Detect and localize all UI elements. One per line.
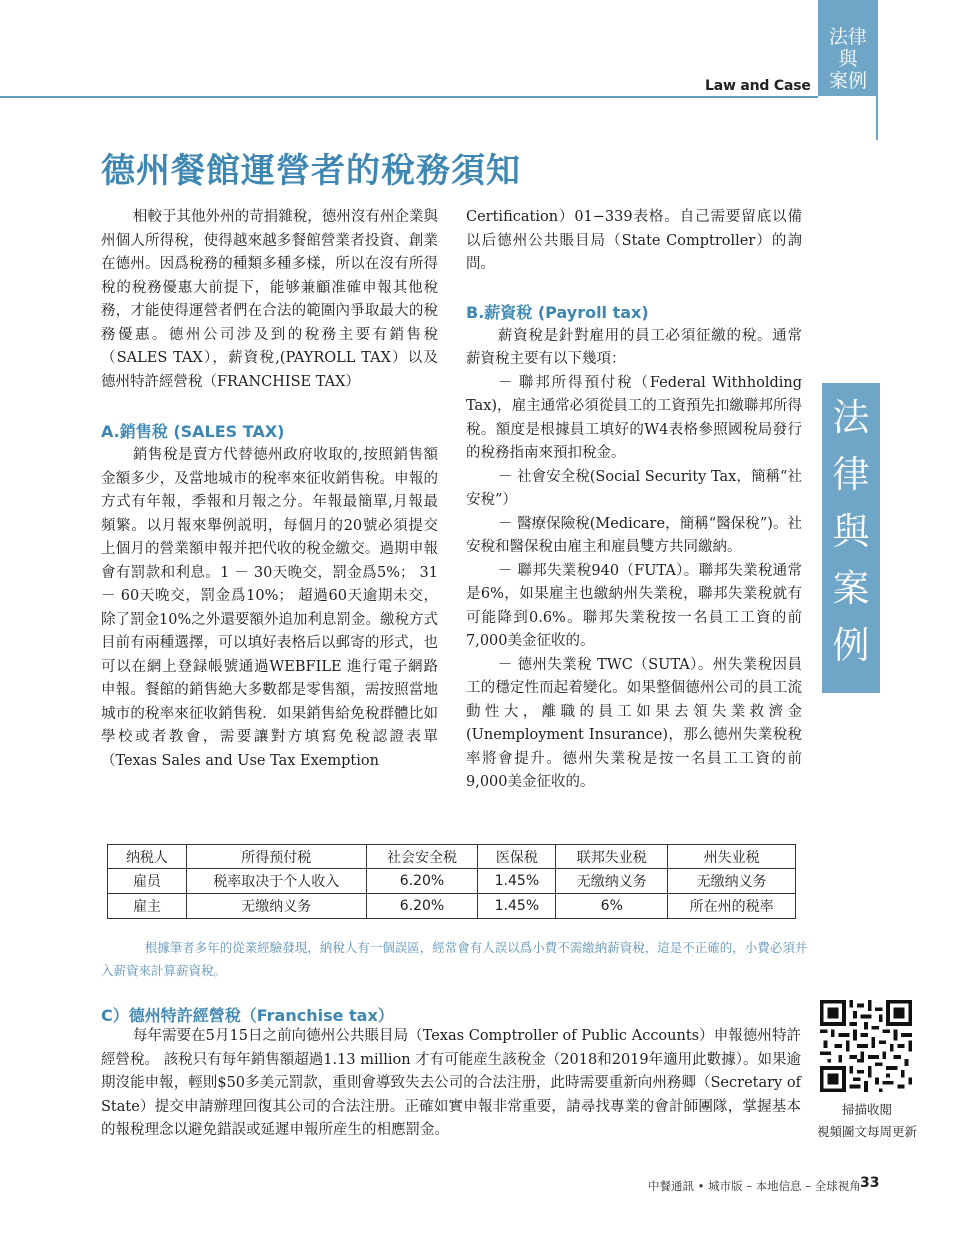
payroll-tax-table [107,844,796,919]
qr-subcaption: 視頻圖文每周更新 [816,1124,917,1139]
table-cell: 雇主 [108,894,187,919]
table-cell: 雇员 [108,869,187,894]
section-c-heading: C）德州特許經營稅（Franchise tax） [101,1006,394,1025]
side-band-char: 律 [832,453,870,496]
table-header-cell: 纳税人 [108,845,187,869]
table-cell: 6.20% [366,894,478,919]
list-item: － 社會安全稅(Social Security Tax，簡稱“社安稅”） [466,468,802,508]
list-item: － 聯邦所得預付稅（Federal Withholding Tax)，雇主通常必須從員工的工資預先扣繳聯邦所得稅。額度是根據員工填好的W4表格參照國稅局發行的稅務指南來預扣稅金。 [466,374,802,461]
section-a-paragraph: 銷售稅是賣方代替德州政府收取的,按照銷售額金額多少，及當地城市的稅率來征收銷售稅。申報的方式有年報，季報和月報之分。年報最簡單,月報最頻繁。以月報來舉例説明，每個月的20號必須提交上個月的營業額申報并把代收的稅金繳交。過期申報會有罰款和利息。1 － 30天晚交，罰金爲5%； 31 － 60天晚交，罰金爲10%； 超過60天逾期未交，除了罰金10%之外還要額外追加利息罰金。繳稅方式目前有兩種選擇，可以填好表格后以郵寄的形式，也可以在網上登録帳號通過WEBFILE 進行電子網路申報。餐館的銷售絶大多數都是零售額，需按照當地城市的稅率來征收銷售稅．如果銷售給免稅群體比如學校或者教會，需要讓對方填寫免稅認證表單（Texas Sales and Use Tax Exemption [101,447,438,769]
table-cell: 无缴纳义务 [556,869,668,894]
intro-paragraph: 相較于其他外州的苛捐雜稅，德州沒有州企業與州個人所得稅，使得越來越多餐館營業者投資、創業在德州。因爲稅務的種類多種多樣，所以在沒有所得稅的稅務優惠大前提下，能够兼顧准確申報其他稅務，才能使得運營者們在合法的範圍內爭取最大的稅務優惠。德州公司涉及到的稅務主要有銷售稅（SALES TAX），薪資稅,(PAYROLL TAX）以及德州特許經營稅（FRANCHISE TAX） [101,209,438,390]
table-cell: 1.45% [478,894,556,919]
list-item: － 德州失業稅 TWC（SUTA）。州失業稅因員工的穩定性而起着變化。如果整個德州公司的員工流動性大，離職的員工如果去領失業救濟金(Unemployment Insurance)，那么德州失業稅稅率將會提升。德州失業稅是按一名員工工資的前9,000美金征收的。 [466,656,802,790]
table-row [108,869,796,894]
section-b-heading: B.薪資稅 (Payroll tax) [466,302,649,322]
tip-note-text: 根據筆者多年的從業經驗發現，納稅人有一個誤區，經常會有人誤以爲小費不需繳納薪資稅，這是不正確的，小費必須并入薪資來計算薪資稅。 [101,940,808,978]
table-cell: 6.20% [366,869,478,894]
left-column [101,206,438,773]
header-rule [0,96,818,98]
article-title: 德州餐館運營者的稅務須知 [101,151,521,191]
table-header-cell: 联邦失业税 [556,845,668,869]
side-band-char: 案 [832,567,870,610]
section-tab-line-3: 案例 [828,70,867,92]
table-cell: 税率取决于个人收入 [186,869,366,894]
footer-publication: 中餐通訊 • 城市版 – 本地信息 – 全球視角 [648,1179,861,1193]
section-label: Law and Case [705,78,811,94]
side-band-char: 法 [832,396,870,439]
side-category-band [822,383,880,693]
qr-code-icon[interactable] [820,1000,912,1092]
list-item: － 醫療保險稅(Medicare，簡稱“醫保稅”)。社安稅和醫保稅由雇主和雇員雙方共同繳納。 [466,515,802,555]
page-number: 33 [860,1175,880,1191]
list-item: － 聯邦失業稅940（FUTA）。聯邦失業稅通常是6%，如果雇主也繳納州失業稅，聯邦失業稅就有可能降到0.6%。聯邦失業稅按一名員工工資的前7,000美金征收的。 [466,562,802,649]
qr-caption: 掃描收閲 [841,1102,892,1117]
table-cell: 所在州的税率 [668,894,796,919]
right-column [466,206,802,795]
section-a-heading: A.銷售稅 (SALES TAX) [101,422,285,441]
table-header-cell: 社会安全税 [366,845,478,869]
section-tab [818,0,878,96]
table-cell: 6% [556,894,668,919]
section-tab-line-2: 與 [838,48,858,70]
side-band-char: 與 [832,510,870,553]
side-band-char: 例 [832,624,870,667]
table-cell: 无缴纳义务 [186,894,366,919]
tip-note [101,936,813,982]
table-cell: 无缴纳义务 [668,869,796,894]
table-row [108,894,796,919]
continuation-paragraph: Certification）01−339表格。自己需要留底以備以后德州公共賬目局（State Comptroller）的詢問。 [466,209,802,272]
section-c-paragraph: 每年需要在5月15日之前向德州公共賬目局（Texas Comptroller of Public Accounts）申報德州特許經營稅。 該稅只有每年銷售額超過1.13 million 才有可能産生該稅金（2018和2019年適用此數據）。如果逾期沒能申報，輕則$50多美元罰款，重則會導致失去公司的合法注册，此時需要重新向州務卿（Secretary of State）提交申請辦理回復其公司的合法注册。正確如實申報非常重要，請尋找專業的會計師團隊，掌握基本的報稅理念以避免錯誤或延遲申報所産生的相應罰金。 [101,1028,801,1138]
table-header-row [108,845,796,869]
table-cell: 1.45% [478,869,556,894]
section-tab-line-1: 法律 [828,26,867,48]
section-b-intro: 薪資稅是針對雇用的員工必須征繳的稅。通常薪資稅主要有以下幾項： [466,327,802,367]
table-header-cell: 医保税 [478,845,556,869]
section-c-body [101,1025,801,1143]
table-header-cell: 所得预付税 [186,845,366,869]
table-header-cell: 州失业税 [668,845,796,869]
